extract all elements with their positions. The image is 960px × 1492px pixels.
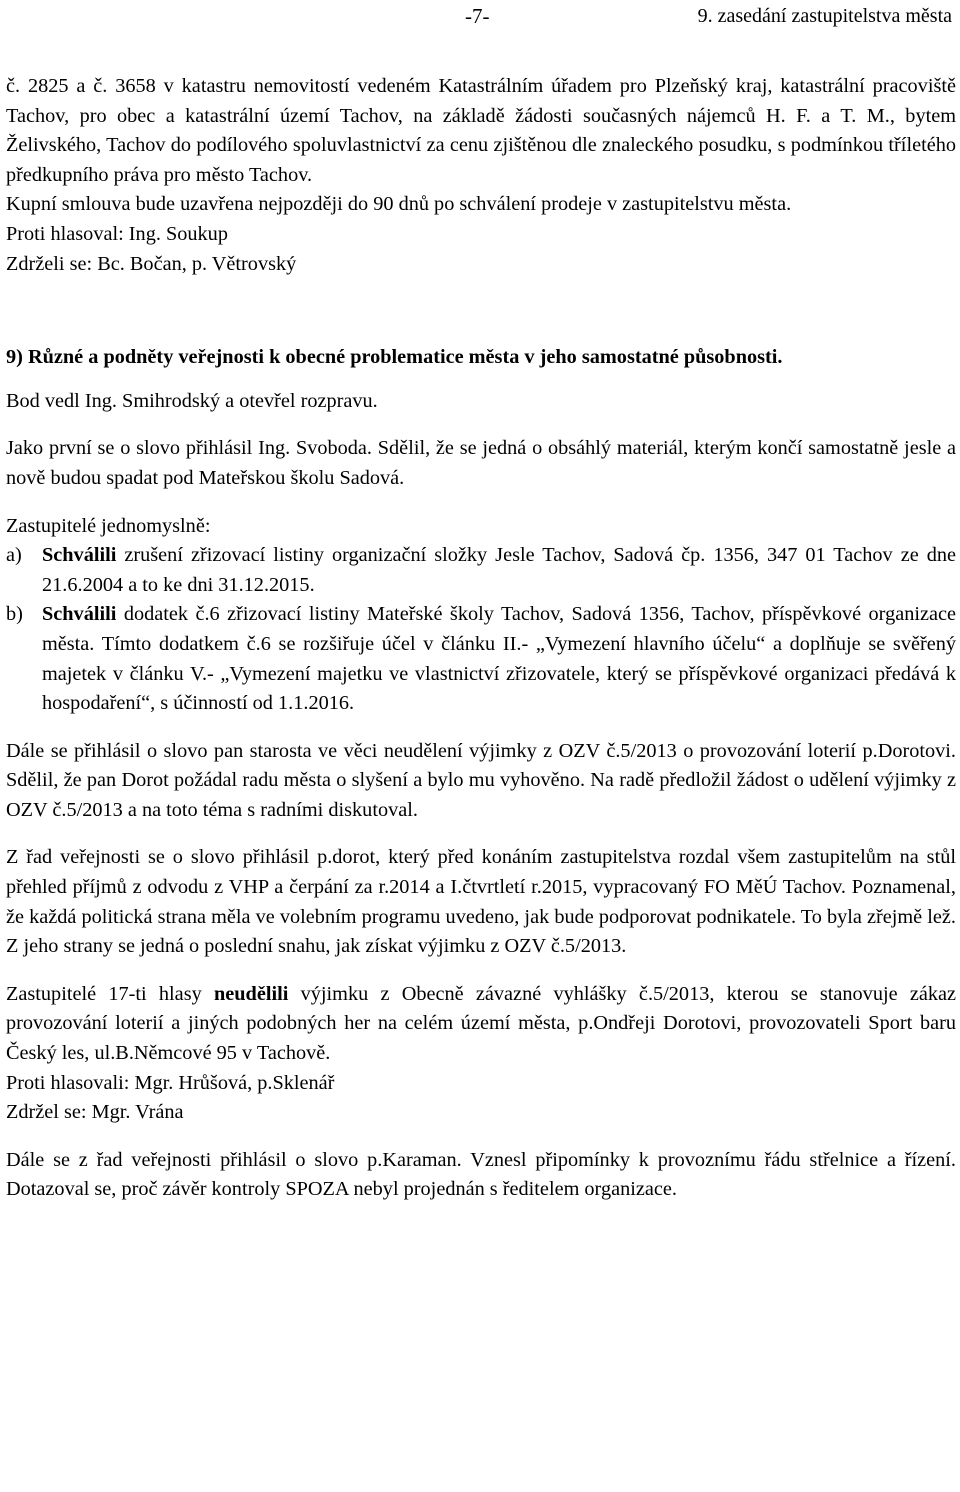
vote-paragraph — [6, 980, 956, 1069]
continuation-paragraph: č. 2825 a č. 3658 v katastru nemovitostí vedeném Katastrálním úřadem pro Plzeňský kraj, katastrální pracoviště Tachov, pro obec a katastrální území Tachov, na základě žádosti současných nájemců H. F. a T. M., bytem Želivského, Tachov do podílového spoluvlastnictví za cenu zjištěnou dle znaleckého posudku, s podmínkou tříletého předkupního práva pro město Tachov. — [6, 75, 956, 186]
vote-against-line-2: Proti hlasovali: Mgr. Hrůšová, p.Sklenář — [6, 1071, 335, 1094]
vote-after: výjimku z Obecně závazné vyhlášky č.5/2013, kterou se stanovuje zákaz provozování loterií a jiných podobných her na celém území města, p.Ondřeji Dorotovi, provozovateli Sport baru Český les, ul.B.Němcové 95 v Tachově. — [6, 982, 956, 1065]
page-number: -7- — [465, 4, 490, 28]
resolution-b-text: dodatek č.6 zřizovací listiny Mateřské školy Tachov, Sadová 1356, Tachov, příspěvkové organizace města. Tímto dodatkem č.6 se rozšiřuje účel v článku II.- „Vymezení hlavního účelu“ a doplňuje se svěřený majetek v článku V.- „Vymezení majetku ve vlastnictví zřizovatele, který se příspěvkové organizaci předává k hospodaření“, s účinností od 1.1.2016. — [42, 603, 956, 715]
running-title: 9. zasedání zastupitelstva města — [697, 5, 952, 27]
section-heading: 9) Různé a podněty veřejnosti k obecné problematice města v jeho samostatné působnosti. — [6, 346, 783, 369]
unanimous-line: Zastupitelé jednomyslně: — [6, 514, 211, 537]
karaman-paragraph: Dále se z řad veřejnosti přihlásil o slovo p.Karaman. Vznesl připomínky k provoznímu řádu střelnice a řízení. Dotazoval se, proč závěr kontroly SPOZA nebyl projednán s ředitelem organizace. — [6, 1148, 956, 1201]
resolution-a-verb: Schválili — [42, 544, 117, 567]
vote-abstained-line: Zdrželi se: Bc. Bočan, p. Větrovský — [6, 252, 297, 275]
document-body — [6, 72, 956, 1205]
vote-abstained-line-2: Zdržel se: Mgr. Vrána — [6, 1101, 184, 1124]
svoboda-paragraph: Jako první se o slovo přihlásil Ing. Svoboda. Sdělil, že se jedná o obsáhlý materiál, kterým končí samostatně jesle a nově budou spadat pod Mateřskou školu Sadová. — [6, 437, 956, 489]
vote-before: Zastupitelé 17-ti hlasy — [6, 982, 214, 1005]
resolution-b — [6, 600, 956, 718]
discussion-opened: Bod vedl Ing. Smihrodský a otevřel rozpravu. — [6, 389, 378, 412]
resolution-a-marker: a) — [6, 544, 22, 567]
resolution-b-verb: Schválili — [42, 603, 117, 626]
resolution-a — [6, 541, 956, 600]
resolution-a-text: zrušení zřizovací listiny organizační složky Jesle Tachov, Sadová čp. 1356, 347 01 Tachov ze dne 21.6.2004 a to ke dni 31.12.2015. — [42, 544, 956, 596]
vote-against-line: Proti hlasoval: Ing. Soukup — [6, 222, 228, 245]
vote-verb: neudělili — [213, 982, 289, 1005]
dorot-paragraph: Z řad veřejnosti se o slovo přihlásil p.dorot, který před konáním zastupitelstva rozdal všem zastupitelům na stůl přehled příjmů z odvodu z VHP a čerpání za r.2014 a I.čtvrtletí r.2015, vypracovaný FO MěÚ Tachov. Poznamenal, že každá politická strana měla ve volebním programu uvedeno, jak bude podporovat podnikatele. To byla zřejmě lež. Z jeho strany se jedná o poslední snahu, jak získat výjimku z OZV č.5/2013. — [6, 846, 956, 958]
resolution-b-marker: b) — [6, 603, 23, 626]
contract-paragraph: Kupní smlouva bude uzavřena nejpozději do 90 dnů po schválení prodeje v zastupitelstvu města. — [6, 193, 792, 216]
starosta-paragraph: Dále se přihlásil o slovo pan starosta ve věci neudělení výjimky z OZV č.5/2013 o provozování loterií p.Dorotovi. Sdělil, že pan Dorot požádal radu města o slyšení a bylo mu vyhověno. Na radě předložil žádost o udělení výjimky z OZV č.5/2013 a na toto téma s radními diskutoval. — [6, 739, 956, 821]
page-header — [0, 2, 960, 32]
